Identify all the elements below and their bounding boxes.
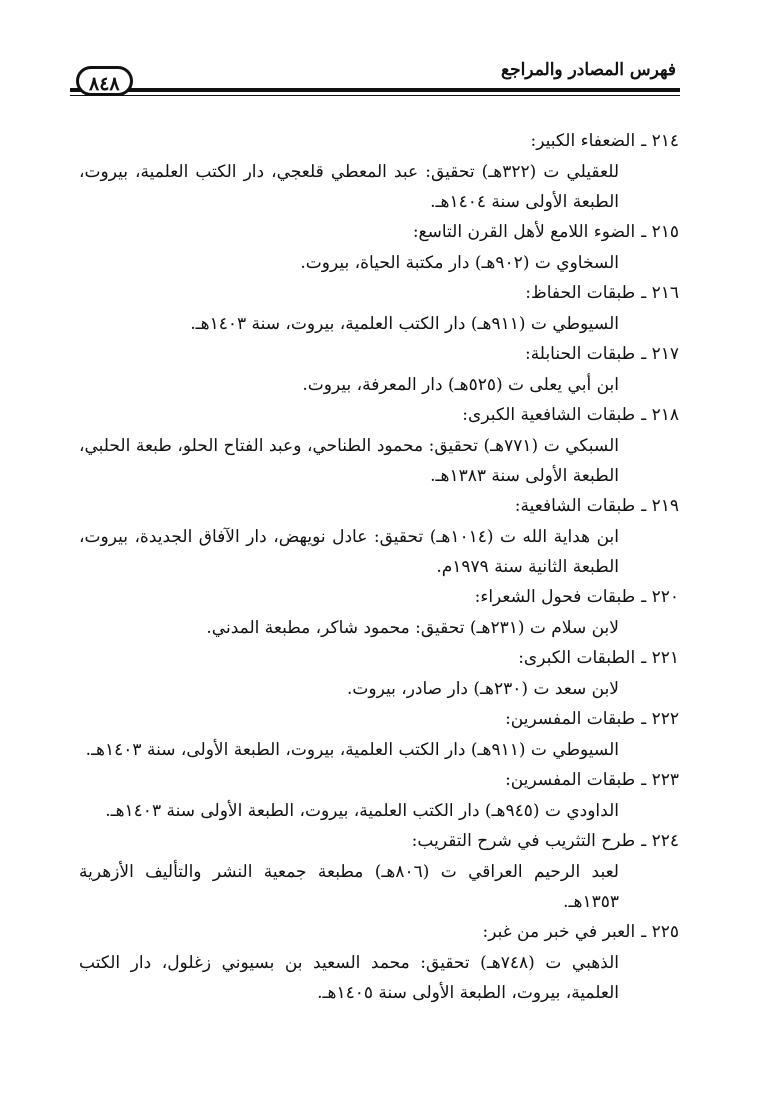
entry-title: الضعفاء الكبير: [530,131,636,151]
entry-heading [79,126,679,157]
entry-number: ٢١٥ ـ [641,222,679,242]
entry-details: السيوطي ت (٩١١هـ) دار الكتب العلمية، بيروت، سنة ١٤٠٣هـ. [190,314,619,334]
entry-details: الداودي ت (٩٤٥هـ) دار الكتب العلمية، بيروت، الطبعة الأولى سنة ١٤٠٣هـ. [105,801,619,821]
entry-details: ابن هداية الله ت (١٠١٤هـ) تحقيق: عادل نويهض، دار الآفاق الجديدة، بيروت، الطبعة الثانية سنة ١٩٧٩م. [79,527,620,577]
reference-entry [79,582,679,643]
entry-heading [79,765,679,796]
entry-number: ٢٢١ ـ [641,648,679,668]
entry-details: لابن سعد ت (٢٣٠هـ) دار صادر، بيروت. [346,679,619,699]
reference-entry [79,826,679,917]
entry-details: للعقيلي ت (٣٢٢هـ) تحقيق: عبد المعطي قلعجي، دار الكتب العلمية، بيروت، الطبعة الأولى سنة ١٤٠٤هـ. [79,162,620,212]
running-title: فهرس المصادر والمراجع [501,60,676,80]
entry-heading [79,704,679,735]
entry-title: طبقات فحول الشعراء: [474,587,636,607]
entry-details: لابن سلام ت (٢٣١هـ) تحقيق: محمود شاكر، مطبعة المدني. [206,618,619,638]
entry-heading [79,491,679,522]
entry-title: العبر في خبر من غبر: [482,922,636,942]
reference-entry [79,278,679,339]
entry-details: ابن أبي يعلى ت (٥٢٥هـ) دار المعرفة، بيروت. [302,375,619,395]
entry-number: ٢٢٥ ـ [641,922,679,942]
entry-number: ٢٢٠ ـ [641,587,679,607]
header-rule-thick [70,88,680,92]
entry-number: ٢١٦ ـ [641,283,679,303]
page-number: ٨٤٨ [76,66,133,96]
entry-number: ٢٢٤ ـ [641,831,679,851]
entry-title: طبقات الحفاظ: [525,283,636,303]
entry-title: طرح التثريب في شرح التقريب: [411,831,636,851]
reference-entry [79,126,679,217]
reference-entry [79,765,679,826]
entry-number: ٢١٨ ـ [641,405,679,425]
entry-number: ٢٢٢ ـ [641,709,679,729]
entry-number: ٢١٤ ـ [641,131,679,151]
entry-title: الطبقات الكبرى: [518,648,636,668]
entry-heading [79,643,679,674]
entry-title: طبقات الشافعية: [514,496,636,516]
reference-entry [79,491,679,582]
entry-title: طبقات المفسرين: [505,709,636,729]
references-list [79,126,679,1008]
reference-entry [79,339,679,400]
entry-details: الذهبي ت (٧٤٨هـ) تحقيق: محمد السعيد بن بسيوني زغلول، دار الكتب العلمية، بيروت، الطبعة الأولى سنة ١٤٠٥هـ. [79,953,619,1003]
entry-heading [79,339,679,370]
entry-heading [79,278,679,309]
entry-heading [79,582,679,613]
entry-heading [79,917,679,948]
entry-heading [79,826,679,857]
entry-number: ٢١٩ ـ [641,496,679,516]
reference-entry [79,704,679,765]
reference-entry [79,400,679,491]
entry-title: طبقات المفسرين: [505,770,636,790]
entry-details: السبكي ت (٧٧١هـ) تحقيق: محمود الطناحي، وعبد الفتاح الحلو، طبعة الحلبي، الطبعة الأولى سنة ١٣٨٣هـ. [79,436,619,486]
entry-details: لعبد الرحيم العراقي ت (٨٠٦هـ) مطبعة جمعية النشر والتأليف الأزهرية ١٣٥٣هـ. [79,862,619,912]
entry-title: طبقات الحنابلة: [524,344,636,364]
reference-entry [79,217,679,278]
entry-title: الضوء اللامع لأهل القرن التاسع: [412,222,636,242]
entry-number: ٢١٧ ـ [641,344,679,364]
entry-number: ٢٢٣ ـ [641,770,679,790]
page-header [70,58,680,102]
reference-entry [79,917,679,1008]
entry-heading [79,400,679,431]
reference-entry [79,643,679,704]
entry-heading [79,217,679,248]
entry-title: طبقات الشافعية الكبرى: [462,405,636,425]
header-rule-thin [70,95,680,96]
entry-details: السخاوي ت (٩٠٢هـ) دار مكتبة الحياة، بيروت. [300,253,619,273]
entry-details: السيوطي ت (٩١١هـ) دار الكتب العلمية، بيروت، الطبعة الأولى، سنة ١٤٠٣هـ. [85,740,619,760]
